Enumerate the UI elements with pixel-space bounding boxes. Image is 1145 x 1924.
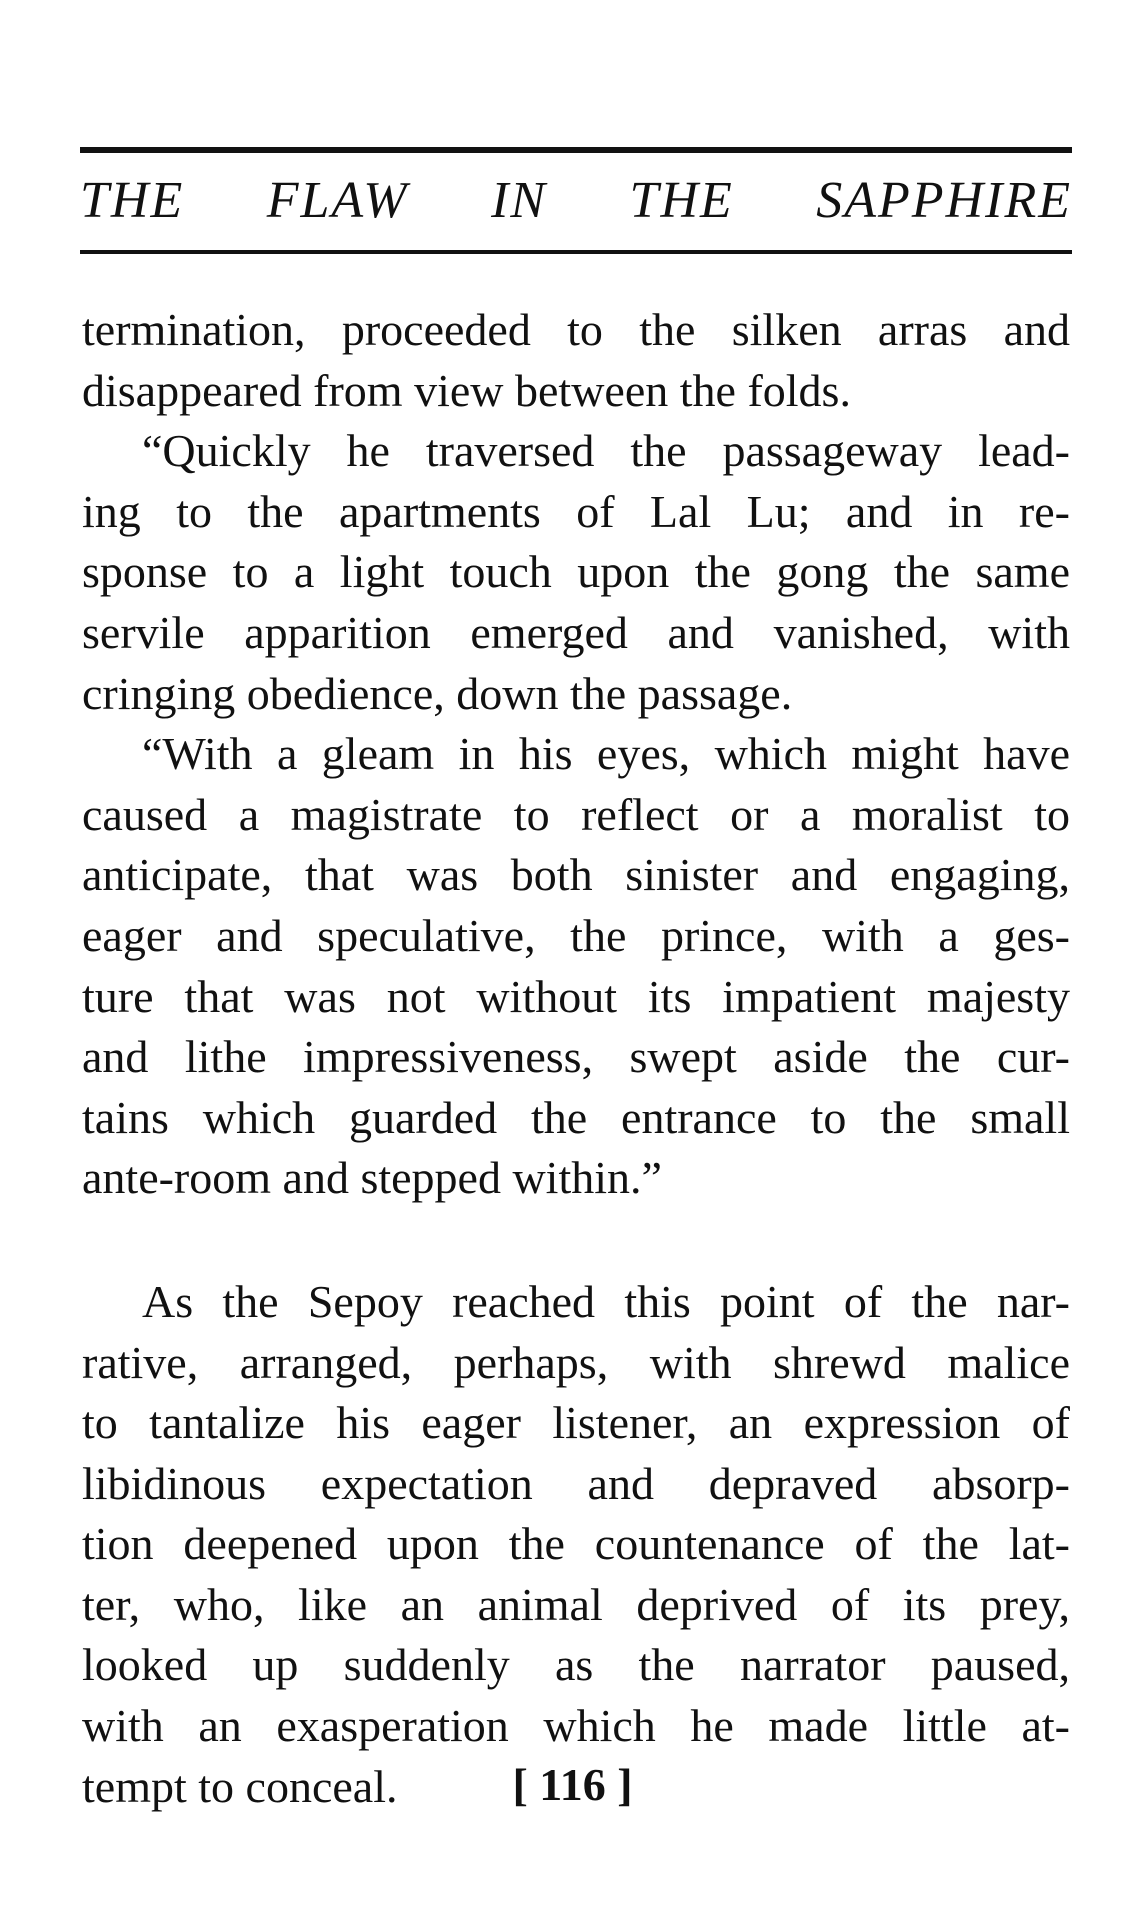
body-text — [82, 300, 1070, 1817]
text-line: tains which guarded the entrance to the small — [82, 1091, 1070, 1143]
text-line: ture that was not without its impatient majesty — [82, 970, 1070, 1022]
text-line: As the Sepoy reached this point of the nar- — [142, 1275, 1070, 1327]
text-line: eager and speculative, the prince, with a ges- — [82, 909, 1070, 961]
text-line: ter, who, like an animal deprived of its prey, — [82, 1578, 1070, 1630]
text-line: caused a magistrate to reflect or a moralist to — [82, 788, 1070, 840]
text-line: libidinous expectation and depraved absorp- — [82, 1457, 1070, 1509]
text-line: disappeared from view between the folds. — [82, 364, 851, 416]
paragraph-quickly — [82, 421, 1070, 724]
text-line: cringing obedience, down the passage. — [82, 667, 793, 719]
text-line: “With a gleam in his eyes, which might have — [142, 728, 1070, 780]
paragraph-continuation — [82, 300, 1070, 421]
running-head-word: THE — [80, 172, 185, 229]
paragraph-gleam — [82, 724, 1070, 1209]
text-line: rative, arranged, perhaps, with shrewd malice — [82, 1336, 1070, 1388]
text-line: ing to the apartments of Lal Lu; and in re- — [82, 485, 1070, 537]
running-head — [80, 168, 1072, 234]
running-head-word: THE — [629, 172, 734, 229]
text-line: tion deepened upon the countenance of the lat- — [82, 1518, 1070, 1570]
page-number: [ 116 ] — [512, 1759, 633, 1810]
section-break — [82, 1209, 1070, 1272]
header-rule-top — [80, 147, 1072, 153]
text-line: with an exasperation which he made little at- — [82, 1700, 1070, 1752]
paragraph-sepoy — [82, 1272, 1070, 1817]
text-line: servile apparition emerged and vanished, with — [82, 606, 1070, 658]
running-head-word: IN — [491, 172, 548, 229]
text-line: and lithe impressiveness, swept aside the cur- — [82, 1031, 1070, 1083]
header-rule-bottom — [80, 250, 1072, 254]
text-line: tempt to conceal. — [82, 1760, 398, 1812]
text-line: ante-room and stepped within.” — [82, 1152, 662, 1204]
text-line: looked up suddenly as the narrator paused, — [82, 1639, 1070, 1691]
text-line: “Quickly he traversed the passageway lead- — [142, 425, 1070, 477]
text-line: anticipate, that was both sinister and engaging, — [82, 849, 1070, 901]
running-head-word: FLAW — [266, 172, 409, 229]
text-line: termination, proceeded to the silken arras and — [82, 304, 1070, 355]
running-head-word: SAPPHIRE — [816, 172, 1072, 229]
text-line: to tantalize his eager listener, an expression of — [82, 1397, 1070, 1449]
text-line: sponse to a light touch upon the gong the same — [82, 546, 1070, 598]
